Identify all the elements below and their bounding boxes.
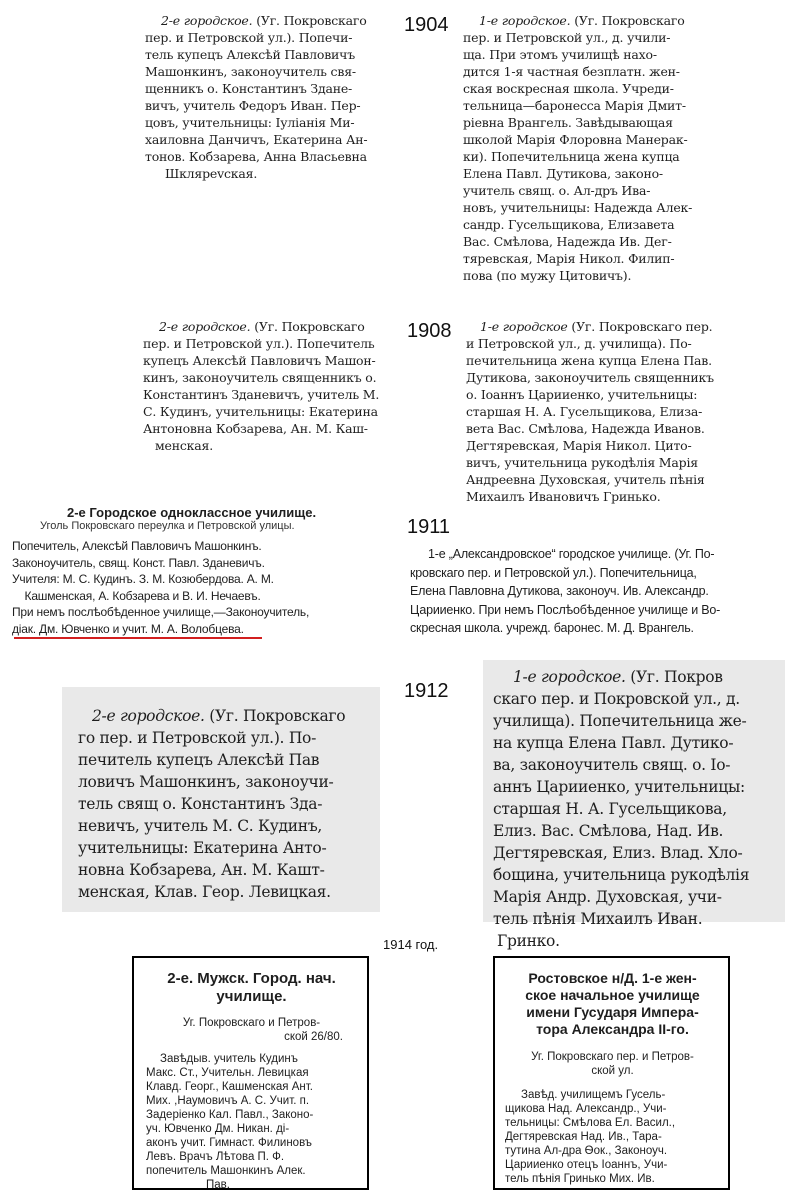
- text-line: о. Іоаннъ Царииенко, учительницы:: [466, 387, 698, 402]
- address-line: ской ул.: [591, 1065, 634, 1077]
- text-line: старшая Н. А. Гусельщикова,: [493, 800, 727, 818]
- address-line: Уг. Покровскаго и Петров-: [182, 1017, 321, 1029]
- year-label-1908: 1908: [407, 320, 452, 342]
- text-line: Кашменская, А. Кобзарева и В. И. Нечаевъ.: [12, 588, 261, 603]
- heading-line: 2-е. Мужск. Город. нач.: [167, 970, 336, 987]
- heading-line: тора Александра II-го.: [536, 1021, 689, 1037]
- text-line: аннъ Царииенко, учительницы:: [493, 778, 745, 796]
- clipping-1911-school-2-subheading: Уголь Покровскаго переулка и Петровской улицы.: [40, 520, 295, 532]
- text-line: менская.: [155, 438, 213, 453]
- text-line: ща. При этомъ училищѣ нахо-: [463, 47, 657, 62]
- year-label-1912: 1912: [404, 680, 449, 702]
- clipping-1904-school-2: [145, 12, 395, 181]
- text-line: Михаилъ Ивановичъ Гринько.: [466, 489, 661, 504]
- text-line: Царииенко. При немъ Послѣобѣденное училище и Во-: [410, 602, 721, 617]
- text-line: Андреевна Духовская, учитель пѣнія: [466, 472, 705, 487]
- text-line: Дегтяревская, Марія Никол. Цито-: [466, 438, 692, 453]
- text-line: Елиз. Вас. Смѣлова, Над. Ив.: [493, 822, 724, 840]
- text-line: Завѣдыв. учитель Кудинъ: [160, 1053, 298, 1065]
- text-line: Завѣд. училищемъ Гусель-: [521, 1089, 666, 1101]
- text-line: тельницы: Смѣлова Ел. Васил.,: [505, 1117, 676, 1129]
- clipping-1908-school-2: [143, 318, 396, 480]
- text-line: кинъ, законоучитель священникъ о.: [143, 370, 377, 385]
- text-line: Попечитель, Алексѣй Павловичъ Машонкинъ.: [12, 539, 262, 553]
- text-line: и Петровской ул., д. училища). По-: [466, 336, 692, 351]
- red-underline: [14, 637, 262, 639]
- clipping-1908-school-1: [466, 318, 752, 510]
- text-line: бощина, учительница рукодѣлія: [493, 866, 750, 884]
- address-line: Уг. Покровскаго пер. и Петров-: [531, 1051, 694, 1063]
- heading-line: ское начальное училище: [525, 987, 700, 1003]
- text-line: скресная школа. учрежд. баронес. М. Д. Врангель.: [410, 621, 694, 635]
- text-line: Марія Андр. Духовская, учи-: [493, 888, 722, 906]
- text-line: печитель купецъ Алексѣй Пав: [78, 751, 320, 769]
- text-line: пер. и Петровской ул., д. учили-: [463, 30, 671, 45]
- text-line: цовъ, учительницы: Іуліанія Ми-: [145, 115, 355, 130]
- text-line: новъ, учительницы: Надежда Алек-: [463, 200, 693, 215]
- text-line: школой Марія Флоровна Манерак-: [463, 132, 688, 147]
- text-line: С. Кудинъ, учительницы: Екатерина: [143, 404, 378, 419]
- text-line: тяревская, Марія Никол. Филип-: [463, 251, 675, 266]
- text-line: Пав.: [206, 1179, 230, 1191]
- text-line: пова (по мужу Цитовичъ).: [463, 268, 632, 283]
- heading-line: училище.: [216, 988, 287, 1005]
- text-line: Гринко.: [497, 932, 560, 950]
- text-line: Задеріенко Кал. Павл., Законо-: [146, 1109, 314, 1121]
- text-line: Царииенко отецъ Іоаннъ, Учи-: [505, 1159, 668, 1171]
- clipping-1912-school-1: [483, 660, 785, 950]
- text-line: кровскаго пер. и Петровской ул.). Попечительница,: [410, 565, 697, 580]
- address-line: ской 26/80.: [284, 1031, 343, 1043]
- text-line: Макс. Ст., Учительн. Левицкая: [146, 1067, 309, 1079]
- text-line: учитель свящ. о. Ал-дръ Ива-: [463, 183, 651, 198]
- text-line: тонов. Кобзарева, Анна Власьевна: [145, 149, 367, 164]
- text-line: новна Кобзарева, Ан. М. Кашт-: [78, 861, 325, 879]
- text-line-highlighted: При немъ послѣобѣденное училище,—Законоучитель,: [12, 605, 310, 619]
- text-line: вичъ, учитель Федоръ Иван. Пер-: [145, 98, 361, 113]
- text-line: невичъ, учитель М. С. Кудинъ,: [78, 817, 323, 835]
- clipping-1914-school-2: [132, 956, 369, 1190]
- clipping-1911-school-2-heading: 2-е Городское одноклассное училище.: [67, 505, 317, 520]
- text-line: Клавд. Георг., Кашменская Ант.: [146, 1081, 313, 1093]
- text-line: щенникъ о. Константинъ Здане-: [145, 81, 353, 96]
- clipping-1904-school-2-title: 2-е городское. (Уг. Покровскаго: [161, 13, 367, 28]
- text-line: вета Вас. Смѣлова, Надежда Иванов.: [466, 421, 705, 436]
- text-line: попечитель Машонкинъ Алек.: [146, 1165, 306, 1177]
- text-line: Дутикова, законоучитель священникъ: [466, 370, 714, 385]
- year-label-1911: 1911: [407, 516, 451, 538]
- text-line: тельница—баронесса Марія Дмит-: [463, 98, 686, 113]
- heading-line: имени Гусударя Импера-: [526, 1004, 699, 1020]
- text-line: аконъ учит. Гимнаст. Филиновъ: [146, 1137, 312, 1149]
- text-line: Вас. Смѣлова, Надежда Ив. Дег-: [463, 234, 672, 249]
- text-line: ріевна Врангель. Завѣдывающая: [463, 115, 673, 130]
- heading-line: Ростовское н/Д. 1-е жен-: [528, 970, 697, 986]
- text-line: Левъ. Врачъ Лѣтова П. Ф.: [146, 1151, 285, 1163]
- clipping-1908-school-1-title: 1-е городское (Уг. Покровскаго пер.: [480, 319, 713, 334]
- text-line: Дегтяревская Над. Ив., Тара-: [505, 1131, 662, 1143]
- text-line: пер. и Петровской ул.). Попечитель: [143, 336, 375, 351]
- clipping-1912-school-1-title: 1-е городское. (Уг. Покров: [513, 668, 723, 686]
- text-line: менская, Клав. Геор. Левицкая.: [78, 883, 331, 901]
- text-line: тутина Ал-дра Ѳок., Законоуч.: [505, 1145, 668, 1157]
- text-line: на купца Елена Павл. Дутико-: [493, 734, 734, 752]
- text-line: тель купецъ Алексѣй Павловичъ: [145, 47, 355, 62]
- text-line: пер. и Петровской ул.). Попечи-: [145, 30, 353, 45]
- text-line: діак. Дм. Ювченко и учит. М. А. Волобцева.: [12, 621, 244, 636]
- text-line: ва, законоучитель свящ. о. Іо-: [493, 756, 731, 774]
- clipping-1911-school-1: [410, 545, 802, 650]
- year-label-1904: 1904: [404, 14, 449, 36]
- text-line: ская воскресная школа. Учреди-: [463, 81, 674, 96]
- text-line: го пер. и Петровской ул.). По-: [78, 729, 317, 747]
- text-line: вичъ, учительница рукодѣлія Марія: [466, 455, 698, 470]
- text-line: сандр. Гусельщикова, Елизавета: [463, 217, 675, 232]
- text-line: учительницы: Екатерина Анто-: [78, 839, 327, 857]
- text-line: Константинъ Зданевичъ, учитель М.: [143, 387, 380, 402]
- text-line: ловичъ Машонкинъ, законоучи-: [78, 773, 334, 791]
- clipping-1904-school-1-title: 1-е городское. (Уг. Покровскаго: [479, 13, 685, 28]
- text-line: Дегтяревская, Елиз. Влад. Хло-: [493, 844, 743, 862]
- text-line: Мих. ,Наумовичъ А. С. Учит. п.: [146, 1095, 310, 1107]
- text-line: 1-е „Александровское“ городское училище. (Уг. По-: [428, 547, 715, 561]
- clipping-1908-school-2-title: 2-е городское. (Уг. Покровскаго: [159, 319, 365, 334]
- clipping-1904-school-1: [463, 12, 753, 292]
- text-line: Елена Павловна Дутикова, законоуч. Ив. Александр.: [410, 584, 709, 598]
- text-line: скаго пер. и Покровской ул., д.: [493, 690, 740, 708]
- text-line: Антоновна Кобзарева, Ан. М. Каш-: [143, 421, 368, 436]
- text-line: Законоучитель, свящ. Конст. Павл. Зданевичъ.: [12, 555, 265, 570]
- text-line: купецъ Алексѣй Павловичъ Машон-: [143, 353, 376, 368]
- text-line: хаиловна Данчичъ, Екатерина Ан-: [145, 132, 368, 147]
- clipping-1911-school-2: [12, 503, 384, 665]
- text-line: Машонкинъ, законоучитель свя-: [145, 64, 356, 79]
- text-line: уч. Ювченко Дм. Никан. ді-: [146, 1123, 290, 1135]
- text-line: щикова Над. Александр., Учи-: [505, 1103, 667, 1115]
- text-line: училища). Попечительница же-: [493, 712, 747, 730]
- text-line: Шклярevская.: [165, 166, 258, 181]
- text-line: старшая Н. А. Гусельщикова, Елиза-: [466, 404, 703, 419]
- text-line: тель пѣнія Михаилъ Иван.: [493, 910, 703, 928]
- text-line: ки). Попечительница жена купца: [463, 149, 680, 164]
- text-line: Елена Павл. Дутикова, законо-: [463, 166, 663, 181]
- clipping-1912-school-2-title: 2-е городское. (Уг. Покровскаго: [92, 707, 346, 725]
- text-line: тель пѣнія Гринько Мих. Ив.: [505, 1173, 655, 1185]
- text-line: тель свящ о. Константинъ Зда-: [78, 795, 323, 813]
- text-line: Учителя: М. С. Кудинъ. З. М. Козюбердова. А. М.: [12, 572, 274, 586]
- text-line: печительница жена купца Елена Пав.: [466, 353, 712, 368]
- caption-1914: 1914 год.: [383, 937, 439, 952]
- text-line: дится 1-я частная безплатн. жен-: [463, 64, 680, 79]
- clipping-1914-school-1: [493, 956, 730, 1190]
- clipping-1912-school-2: [62, 687, 380, 912]
